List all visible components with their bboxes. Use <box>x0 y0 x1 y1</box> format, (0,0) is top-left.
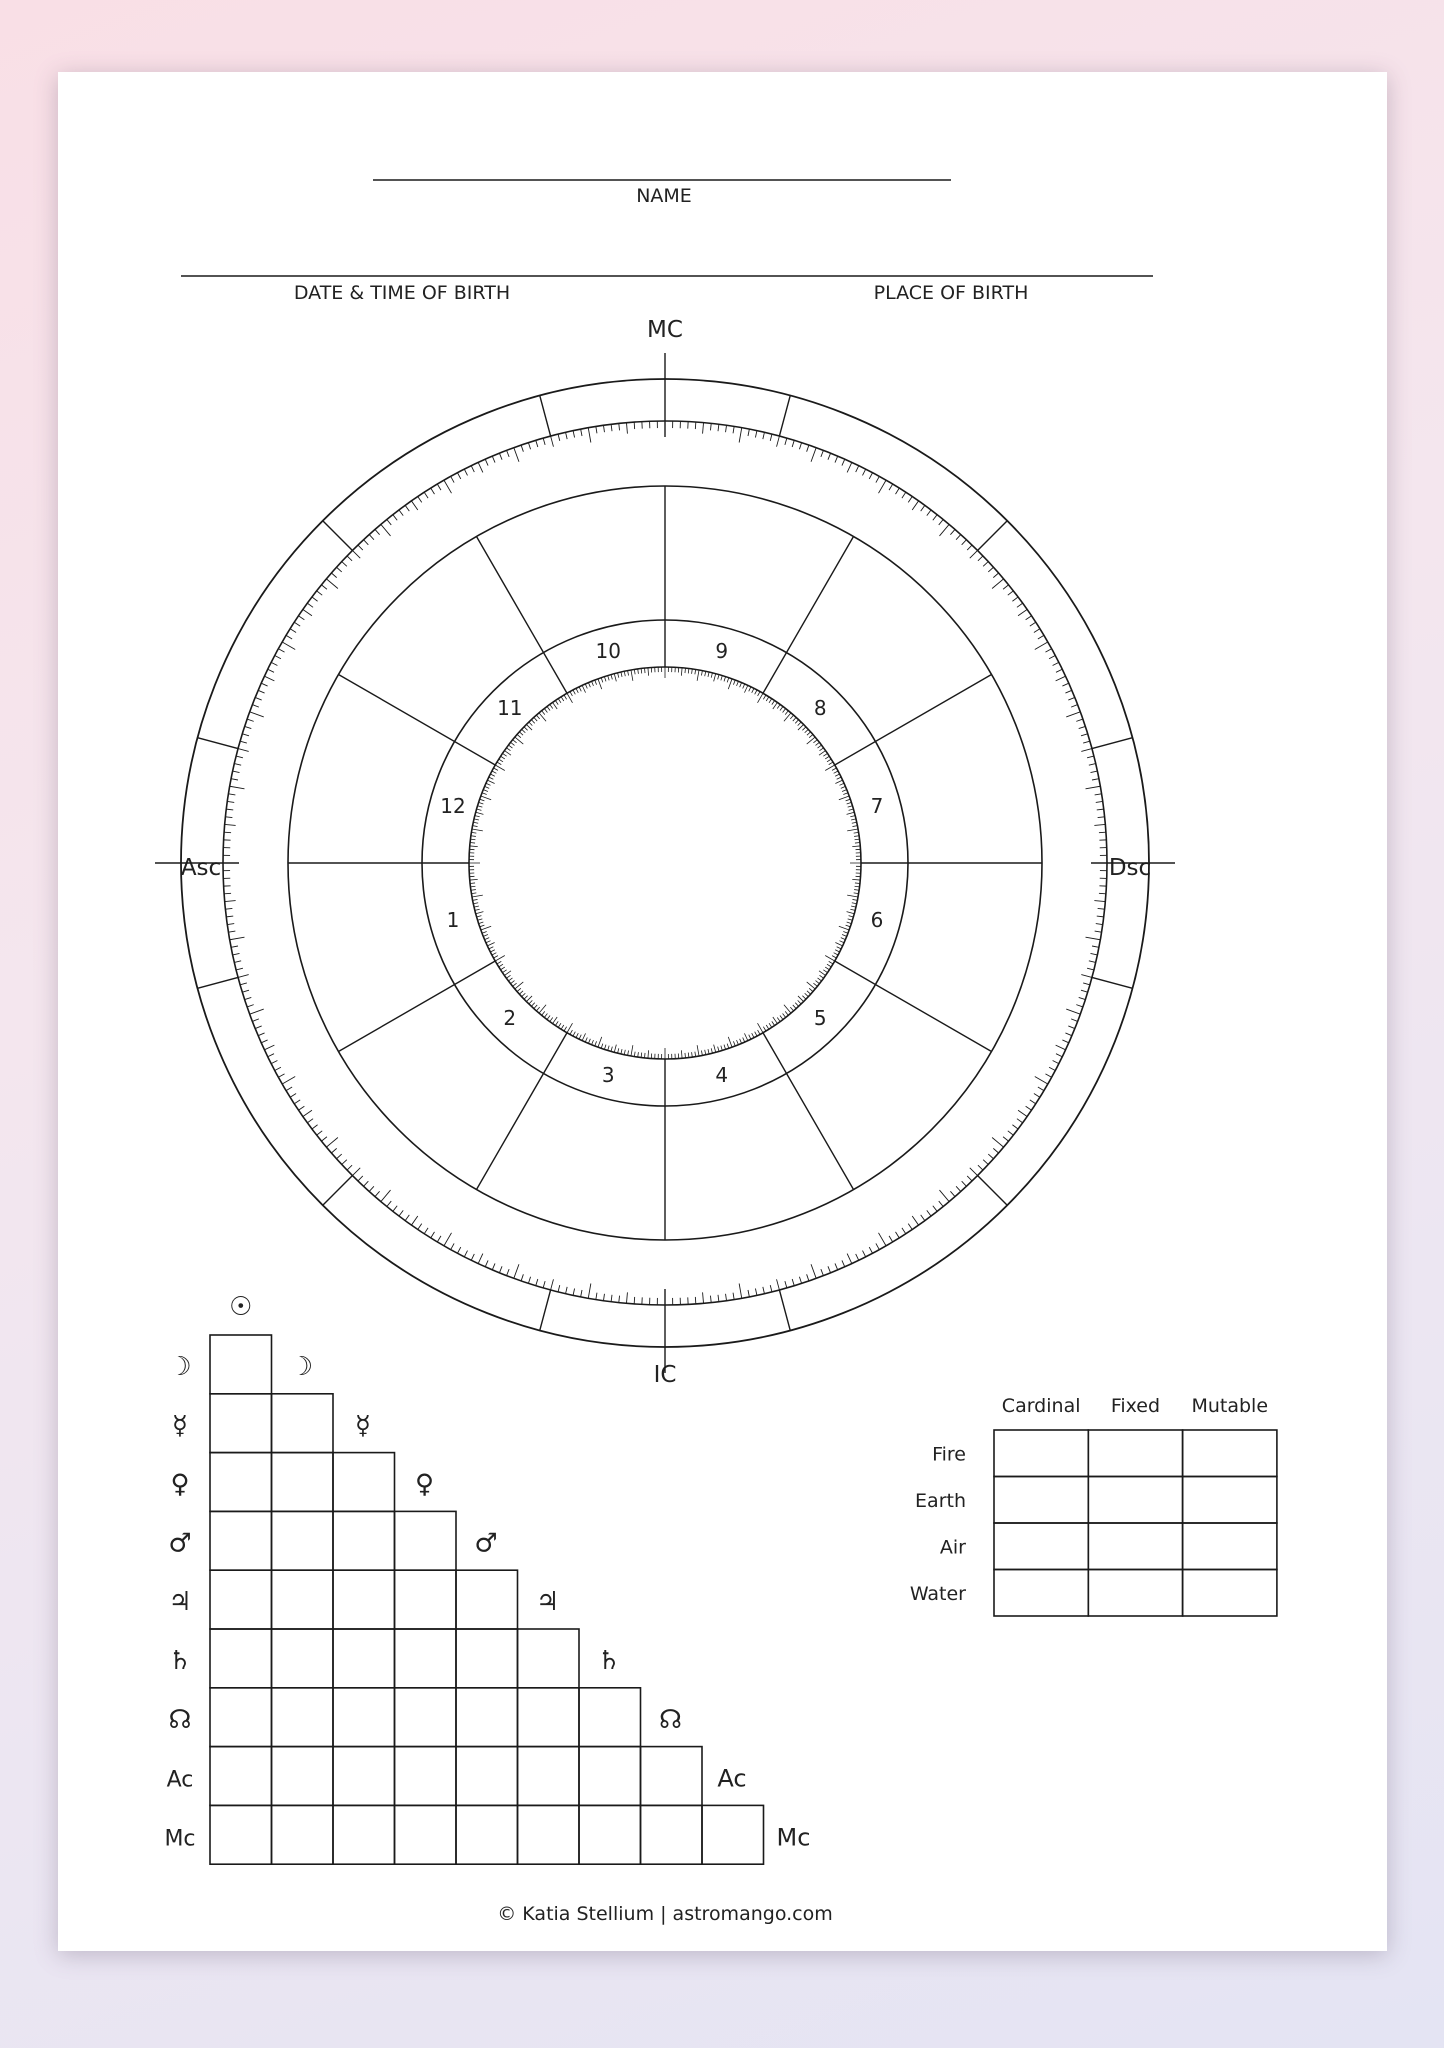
aspect-col-symbol-sun: ☉ <box>229 1292 253 1322</box>
aspect-row-label-moon: ☽ <box>168 1352 192 1382</box>
aspect-cell-node-venus[interactable] <box>395 1688 457 1747</box>
zodiac-sign-divider <box>323 1176 353 1206</box>
aspect-diag-symbol-saturn: ♄ <box>597 1646 621 1676</box>
aspect-row-label-venus: ♀ <box>170 1469 190 1500</box>
place-of-birth-label: PLACE OF BIRTH <box>873 282 1029 304</box>
aspect-diag-symbol-midheaven: Mc <box>776 1823 811 1852</box>
aspect-cell-midheaven-ascendant[interactable] <box>702 1805 764 1864</box>
aspect-cell-midheaven-node[interactable] <box>641 1805 703 1864</box>
element-cell-fire-cardinal[interactable] <box>994 1430 1088 1477</box>
zodiac-sign-divider <box>978 521 1008 551</box>
modality-header-fixed: Fixed <box>1110 1395 1161 1417</box>
element-cell-water-cardinal[interactable] <box>994 1570 1088 1617</box>
inner-degree-ticks <box>469 667 861 1059</box>
element-cell-water-mutable[interactable] <box>1183 1570 1277 1617</box>
aspect-cell-mars-venus[interactable] <box>395 1511 457 1570</box>
house-cusp-line <box>477 537 568 694</box>
house-cusp-line <box>835 675 992 766</box>
house-number-1: 1 <box>446 907 460 932</box>
house-number-2: 2 <box>503 1006 517 1031</box>
house-cusp-line <box>477 1033 568 1190</box>
house-number-6: 6 <box>870 907 884 932</box>
aspect-cell-ascendant-mars[interactable] <box>456 1747 518 1806</box>
zodiac-sign-divider <box>779 1290 790 1331</box>
aspect-cell-ascendant-node[interactable] <box>641 1747 703 1806</box>
elements-modalities-table <box>910 1395 1277 1616</box>
aspect-cell-node-mars[interactable] <box>456 1688 518 1747</box>
house-number-11: 11 <box>497 695 523 720</box>
house-number-12: 12 <box>440 794 466 819</box>
aspect-cell-midheaven-jupiter[interactable] <box>518 1805 580 1864</box>
aspect-row-label-node: ☊ <box>168 1704 192 1735</box>
aspect-cell-node-jupiter[interactable] <box>518 1688 580 1747</box>
modality-header-cardinal: Cardinal <box>1001 1395 1081 1417</box>
aspect-cell-node-saturn[interactable] <box>579 1688 641 1747</box>
aspect-cell-saturn-sun[interactable] <box>210 1629 272 1688</box>
aspect-diag-symbol-venus: ♀ <box>414 1469 435 1500</box>
house-number-9: 9 <box>715 639 729 663</box>
house-numbers-ring <box>422 620 908 1106</box>
zodiac-sign-divider <box>1092 977 1133 988</box>
footer-credit: © Katia Stellium | astromango.com <box>497 1903 833 1925</box>
aspect-cell-venus-mercury[interactable] <box>333 1453 395 1512</box>
element-cell-fire-mutable[interactable] <box>1183 1430 1277 1477</box>
aspect-cell-saturn-venus[interactable] <box>395 1629 457 1688</box>
aspect-row-label-saturn: ♄ <box>168 1646 192 1676</box>
aspect-cell-mercury-moon[interactable] <box>272 1394 334 1453</box>
element-cell-water-fixed[interactable] <box>1088 1570 1182 1617</box>
house-number-10: 10 <box>595 639 621 663</box>
aspect-cell-mars-moon[interactable] <box>272 1511 334 1570</box>
house-number-8: 8 <box>813 695 827 720</box>
house-cusp-line <box>763 537 854 694</box>
aspect-cell-venus-moon[interactable] <box>272 1453 334 1512</box>
zodiac-sign-divider <box>1092 738 1133 749</box>
aspect-cell-ascendant-saturn[interactable] <box>579 1747 641 1806</box>
aspect-row-label-midheaven: Mc <box>164 1826 196 1852</box>
aspect-cell-saturn-moon[interactable] <box>272 1629 334 1688</box>
aspect-cell-ascendant-venus[interactable] <box>395 1747 457 1806</box>
zodiac-sign-divider <box>540 1290 551 1331</box>
aspect-diag-symbol-jupiter: ♃ <box>535 1587 560 1618</box>
aspect-cell-saturn-mars[interactable] <box>456 1629 518 1688</box>
aspect-cell-node-sun[interactable] <box>210 1688 272 1747</box>
element-label-water: Water <box>909 1582 966 1605</box>
aspect-cell-node-mercury[interactable] <box>333 1688 395 1747</box>
aspect-row-label-ascendant: Ac <box>166 1767 194 1793</box>
asc-label: Asc <box>180 855 222 881</box>
aspect-cell-midheaven-moon[interactable] <box>272 1805 334 1864</box>
zodiac-sign-divider <box>197 977 238 988</box>
house-cusp-line <box>835 961 992 1052</box>
aspect-cell-midheaven-sun[interactable] <box>210 1805 272 1864</box>
house-cusp-line <box>763 1033 854 1190</box>
aspect-diag-symbol-node: ☊ <box>658 1704 683 1735</box>
aspect-cell-mars-sun[interactable] <box>210 1511 272 1570</box>
zodiac-sign-divider <box>197 738 238 749</box>
aspect-cell-jupiter-moon[interactable] <box>272 1570 334 1629</box>
natal-chart-wheel <box>155 353 1175 1373</box>
aspect-diag-symbol-moon: ☽ <box>289 1352 314 1382</box>
aspect-cell-ascendant-moon[interactable] <box>272 1747 334 1806</box>
element-cell-fire-fixed[interactable] <box>1088 1430 1182 1477</box>
aspect-cell-saturn-jupiter[interactable] <box>518 1629 580 1688</box>
aspect-cell-venus-sun[interactable] <box>210 1453 272 1512</box>
element-label-air: Air <box>939 1536 966 1559</box>
aspect-cell-midheaven-mercury[interactable] <box>333 1805 395 1864</box>
element-cell-earth-fixed[interactable] <box>1088 1477 1182 1524</box>
aspect-cell-mercury-sun[interactable] <box>210 1394 272 1453</box>
aspect-cell-jupiter-mercury[interactable] <box>333 1570 395 1629</box>
element-cell-air-mutable[interactable] <box>1183 1523 1277 1570</box>
aspect-cell-moon-sun[interactable] <box>210 1335 272 1394</box>
zodiac-sign-divider <box>540 395 551 436</box>
birth-chart-worksheet <box>58 72 1387 1951</box>
aspect-cell-ascendant-sun[interactable] <box>210 1747 272 1806</box>
aspect-grid <box>164 1292 810 1864</box>
worksheet-canvas <box>58 72 1387 1951</box>
house-number-7: 7 <box>870 794 884 819</box>
element-cell-air-cardinal[interactable] <box>994 1523 1088 1570</box>
aspect-cell-saturn-mercury[interactable] <box>333 1629 395 1688</box>
aspect-cell-ascendant-jupiter[interactable] <box>518 1747 580 1806</box>
element-label-fire: Fire <box>932 1443 966 1466</box>
aspect-cell-midheaven-saturn[interactable] <box>579 1805 641 1864</box>
element-label-earth: Earth <box>915 1489 966 1512</box>
aspect-cell-jupiter-mars[interactable] <box>456 1570 518 1629</box>
dsc-label: Dsc <box>1108 855 1152 881</box>
name-label: NAME <box>636 185 692 207</box>
zodiac-sign-divider <box>779 395 790 436</box>
element-cell-earth-cardinal[interactable] <box>994 1477 1088 1524</box>
modality-header-mutable: Mutable <box>1191 1395 1269 1417</box>
aspect-cell-mars-mercury[interactable] <box>333 1511 395 1570</box>
date-time-of-birth-label: DATE & TIME OF BIRTH <box>293 282 511 304</box>
aspect-cell-node-moon[interactable] <box>272 1688 334 1747</box>
aspect-diag-symbol-mercury: ☿ <box>355 1410 371 1441</box>
aspect-diag-symbol-mars: ♂ <box>474 1528 498 1559</box>
house-number-3: 3 <box>601 1063 615 1087</box>
house-number-4: 4 <box>715 1063 729 1087</box>
aspect-cell-midheaven-venus[interactable] <box>395 1805 457 1864</box>
aspect-cell-jupiter-sun[interactable] <box>210 1570 272 1629</box>
house-cusp-line <box>339 961 496 1052</box>
aspect-row-label-jupiter: ♃ <box>168 1587 192 1618</box>
aspect-cell-midheaven-mars[interactable] <box>456 1805 518 1864</box>
ic-label: IC <box>653 1362 677 1388</box>
house-cusp-line <box>339 675 496 766</box>
element-cell-earth-mutable[interactable] <box>1183 1477 1277 1524</box>
aspect-cell-jupiter-venus[interactable] <box>395 1570 457 1629</box>
zodiac-sign-divider <box>978 1176 1008 1206</box>
aspect-diag-symbol-ascendant: Ac <box>717 1764 747 1793</box>
aspect-row-label-mercury: ☿ <box>172 1410 188 1441</box>
aspect-row-label-mars: ♂ <box>168 1528 192 1559</box>
element-cell-air-fixed[interactable] <box>1088 1523 1182 1570</box>
house-number-5: 5 <box>813 1006 827 1031</box>
aspect-cell-ascendant-mercury[interactable] <box>333 1747 395 1806</box>
mc-label: MC <box>647 317 683 343</box>
zodiac-sign-divider <box>323 521 353 551</box>
